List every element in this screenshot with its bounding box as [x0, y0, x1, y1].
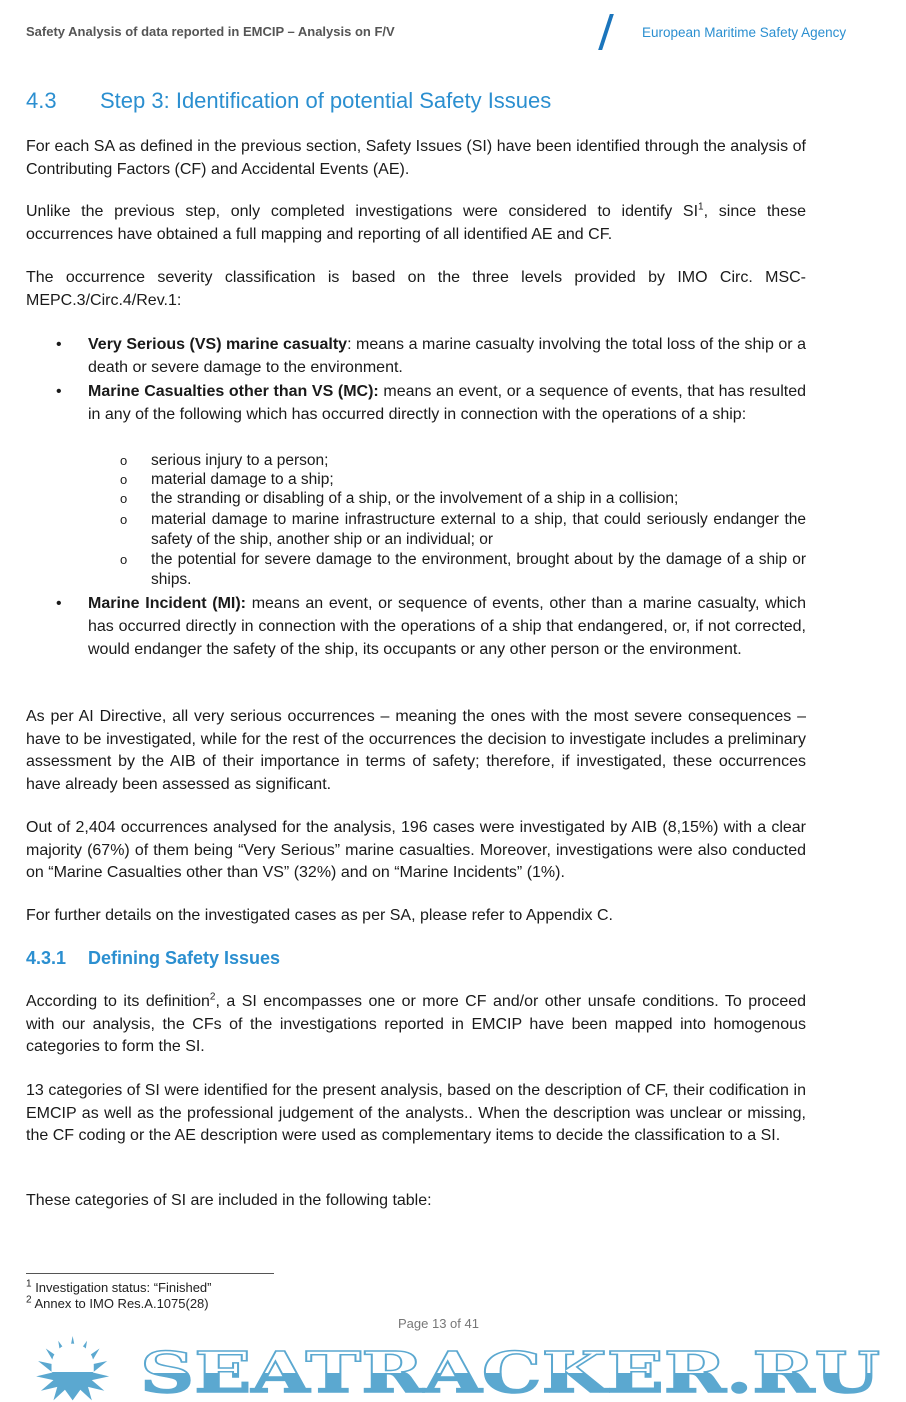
bullet-term: Very Serious (VS) marine casualty [88, 336, 348, 353]
paragraph [26, 201, 806, 246]
subsection-number: 4.3.1 [26, 948, 67, 968]
sub-bullet [120, 470, 806, 490]
sun-logo-icon [36, 1336, 109, 1400]
sub-bullet-text: material damage to marine infrastructure external to a ship, that could seriously endanger the safety of the ship, another ship or an individual; or [151, 511, 806, 548]
section-heading [26, 88, 551, 114]
sub-bullet-text: the potential for severe damage to the environment, brought about by the damage of a ship or ships. [151, 551, 806, 588]
circle-bullet-icon: o [120, 453, 128, 468]
paragraph: These categories of SI are included in the following table: [26, 1192, 432, 1209]
sub-bullet-text: the stranding or disabling of a ship, or the involvement of a ship in a collision; [151, 490, 679, 507]
seatracker-watermark [0, 1336, 906, 1402]
emsa-logo-slash [598, 14, 614, 50]
running-header-agency: European Maritime Safety Agency [642, 25, 847, 40]
subsection-title: Defining Safety Issues [88, 948, 281, 968]
paragraph [26, 991, 806, 1059]
bullet-item [56, 380, 806, 426]
paragraph: The occurrence severity classification is based on the three levels provided by IMO Circ. MSC-MEPC.3/Circ.4/Rev.1: [26, 269, 806, 309]
footnote [26, 1296, 209, 1311]
bullet-icon: • [56, 336, 62, 353]
running-header-title: Safety Analysis of data reported in EMCIP – Analysis on F/V [26, 24, 395, 39]
bullet-item [56, 333, 807, 379]
circle-bullet-icon: o [120, 491, 128, 506]
paragraph: 13 categories of SI were identified for the present analysis, based on the description of CF, their codification in EMCIP as well as the professional judgement of the analysts.. When the description was unclear or missing, the CF coding or the AE description were used as complementary items to decide the classification to a SI. [26, 1082, 806, 1144]
subsection-heading [26, 948, 280, 969]
section-number: 4.3 [26, 88, 57, 113]
paragraph: For further details on the investigated cases as per SA, please refer to Appendix C. [26, 907, 613, 924]
footnote-mark: 2 [26, 1294, 32, 1306]
bullet-text: means an event, or sequence of events, other than a marine casualty, which has occurred directly in connection with the operations of a ship that endangered, or, if not corrected, would endanger the safety of the ship, its occupants or any other person or the environment. [88, 595, 806, 658]
section-title: Step 3: Identification of potential Safety Issues [100, 88, 552, 113]
text: Unlike the previous step, only completed investigations were considered to identify SI [26, 203, 699, 220]
bullet-icon: • [56, 383, 62, 400]
footnote-divider [26, 1273, 274, 1274]
paragraph: Out of 2,404 occurrences analysed for the analysis, 196 cases were investigated by AIB (8,15%) with a clear majority (67%) of them being “Very Serious” marine casualties. Moreover, investigations were also conducted on “Marine Casualties other than VS” (32%) and on “Marine Incidents” (1%). [26, 819, 806, 881]
bullet-item [56, 592, 806, 661]
watermark-text: SEATRACKER.RU [140, 1340, 880, 1402]
sub-bullet [120, 510, 806, 549]
circle-bullet-icon: o [120, 472, 128, 487]
footnote-ref[interactable]: 2 [209, 991, 216, 1003]
paragraph: For each SA as defined in the previous section, Safety Issues (SI) have been identified through the analysis of Contributing Factors (CF) and Accidental Events (AE). [26, 138, 806, 178]
sub-bullet-text: material damage to a ship; [151, 471, 334, 488]
bullet-term: Marine Incident (MI): [88, 595, 247, 612]
text: , since these occurrences have obtained a full mapping and reporting of all identified AE and CF. [26, 203, 806, 243]
text: According to its definition [26, 993, 210, 1010]
text: , a SI encompasses one or more CF and/or other unsafe conditions. To proceed with our analysis, the CFs of the investigations reported in EMCIP have been mapped into homogenous categories to form the SI. [26, 993, 807, 1055]
sub-bullet [120, 550, 806, 589]
footnote [26, 1280, 212, 1295]
footnote-ref[interactable]: 1 [698, 201, 704, 213]
sub-bullet-text: serious injury to a person; [151, 452, 329, 469]
footnote-text: Investigation status: “Finished” [35, 1280, 212, 1295]
page-number: Page 13 of 41 [398, 1316, 479, 1331]
footnote-mark: 1 [26, 1278, 32, 1290]
sub-bullet [120, 489, 806, 509]
bullet-icon: • [56, 595, 62, 612]
bullet-text: means an event, or a sequence of events, that has resulted in any of the following which has occurred directly in connection with the operations of a ship: [88, 383, 806, 423]
footnote-text: Annex to IMO Res.A.1075(28) [34, 1296, 209, 1311]
paragraph: As per AI Directive, all very serious occurrences – meaning the ones with the most severe consequences – have to be investigated, while for the rest of the occurrences the decision to investigate includes a preliminary assessment by the AIB of their importance in terms of safety; therefore, if investigated, these occurrences have already been assessed as significant. [26, 708, 806, 793]
bullet-text: : means a marine casualty involving the total loss of the ship or a death or severe damage to the environment. [88, 336, 807, 376]
sub-bullet [120, 451, 806, 471]
circle-bullet-icon: o [120, 552, 128, 567]
bullet-term: Marine Casualties other than VS (MC): [88, 383, 379, 400]
circle-bullet-icon: o [120, 512, 128, 527]
